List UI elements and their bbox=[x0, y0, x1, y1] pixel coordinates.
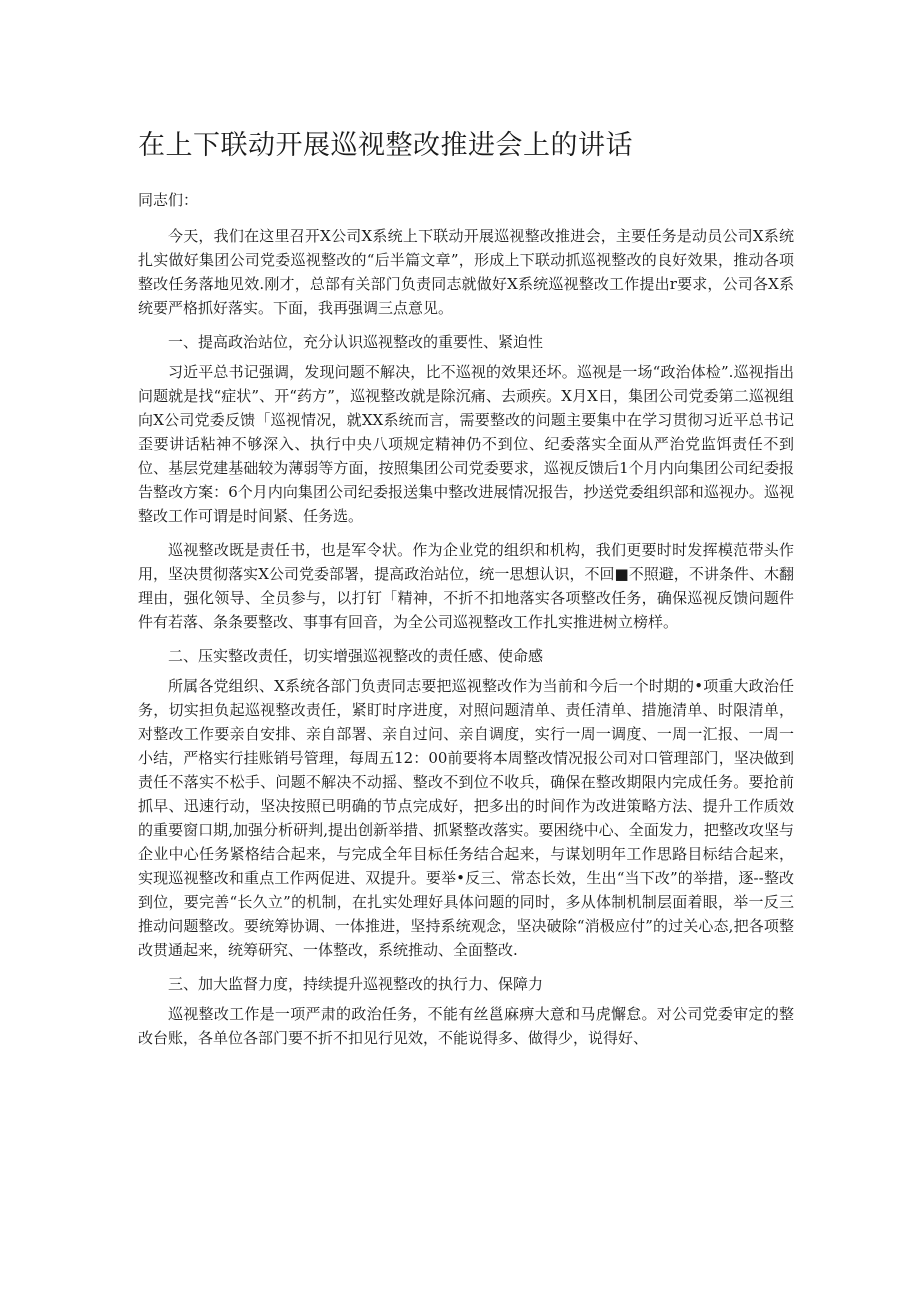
section-3-paragraph-1: 巡视整改工作是一项严肃的政治任务，不能有丝邕麻痹大意和马虎懈怠。对公司党委审定的整改台账，各单位各部门要不折不扣见行见效，不能说得多、做得少，说得好、 bbox=[138, 1005, 794, 1048]
document-title: 在上下联动开展巡视整改推进会上的讲话 bbox=[138, 130, 633, 161]
section-2-paragraph-1: 所属各党组织、X系统各部门负责同志要把巡视整改作为当前和今后一个时期的•项重大政治任务，切实担负起巡视整改责任，紧盯时序进度，对照问题清单、责任清单、措施清单、时限清单，对整改工作要亲自安排、亲自部署、亲自过问、亲自调度，实行一周一调度、一周一汇报、一周一小结，严格实行挂账销号管理，每周五12：00前要将本周整改情况报公司对口管理部门，坚决做到责任不落实不松手、问题不解决不动摇、整改不到位不收兵，确保在整改期限内完成任务。要抢前抓早、迅速行动，坚决按照已明确的节点完成好，把多出的时间作为改进策略方法、提升工作质效的重要窗口期,加强分析研判,提出创新举措、抓紧整改落实。要困绕中心、全面发力，把整改攻坚与企业中心任务紧格结合起来，与完成全年目标任务结合起来，与谋划明年工作思路目标结合起来，实现巡视整改和重点工作两促进、双提升。要举•反三、常态长效，生出“当下改”的举措，逐--整改到位，要完善“长久立”的机制，在扎实处理好具体问题的同时，多从体制机制层面着眼，举一反三推动问题整改。要统筹协调、一体推进，坚持系统观念，坚决破除“消极应付”的过关心态,把各项整改贯通起来，统筹研究、一体整改，系统推动、全面整改. bbox=[138, 677, 794, 960]
document-page bbox=[138, 112, 794, 1056]
section-2-heading: 二、压实整改责任，切实增强巡视整改的责任感、使命感 bbox=[168, 647, 544, 666]
section-1-paragraph-2: 巡视整改既是责任书，也是军令状。作为企业党的组织和机构，我们更要时时发挥模范带头作用，坚决贯彻落实X公司党委部署，提高政治站位，统一思想认识，不回■不照避，不讲条件、木翻理由，强化领导、全员参与，以打钉「精神，不折不扣地落实各项整改任务，确保巡视反馈问题件件有若落、条条要整改、事事有回音，为全公司巡视整改工作扎实推进树立榜样。 bbox=[138, 541, 794, 632]
intro-paragraph: 今天，我们在这里召开X公司X系统上下联动开展巡视整改推进会，主要任务是动员公司X系统扎实做好集团公司党委巡视整改的“后半篇文章”，形成上下联动抓巡视整改的良好效果，推动各项整改任务落地见效.刚才，总部有关部门负责同志就做好X系统巡视整改工作提出r要求，公司各X系统要严格抓好落实。下面，我再强调三点意见。 bbox=[138, 227, 794, 318]
section-1-heading: 一、提高政治站位，充分认识巡视整改的重要性、紧迫性 bbox=[168, 333, 544, 352]
section-1-paragraph-1: 习近平总书记强调，发现问题不解决，比不巡视的效果还坏。巡视是一场“政治体检”.巡视指出问题就是找“症状”、开“药方”，巡视整改就是除沉痛、去顽疾。X月X日，集团公司党委第二巡视组向X公司党委反馈「巡视情况，就XX系统而言，需要整改的问题主要集中在学习贯彻习近平总书记歪要讲话粘神不够深入、执行中央八项规定精神仍不到位、纪委落实全面从严治党监饵责任不到位、基层党建基础较为薄弱等方面，按照集团公司党委要求，巡视反馈后1个月内向集团公司纪委报告整改方案：6个月内向集团公司纪委报送集中整改进展情况报告，抄送党委组织部和巡视办。巡视整改工作可谓是时间紧、任务选。 bbox=[138, 363, 794, 526]
section-3-heading: 三、加大监督力度，持续提升巡视整改的执行力、保障力 bbox=[168, 975, 544, 994]
greeting: 同志们： bbox=[138, 191, 199, 210]
